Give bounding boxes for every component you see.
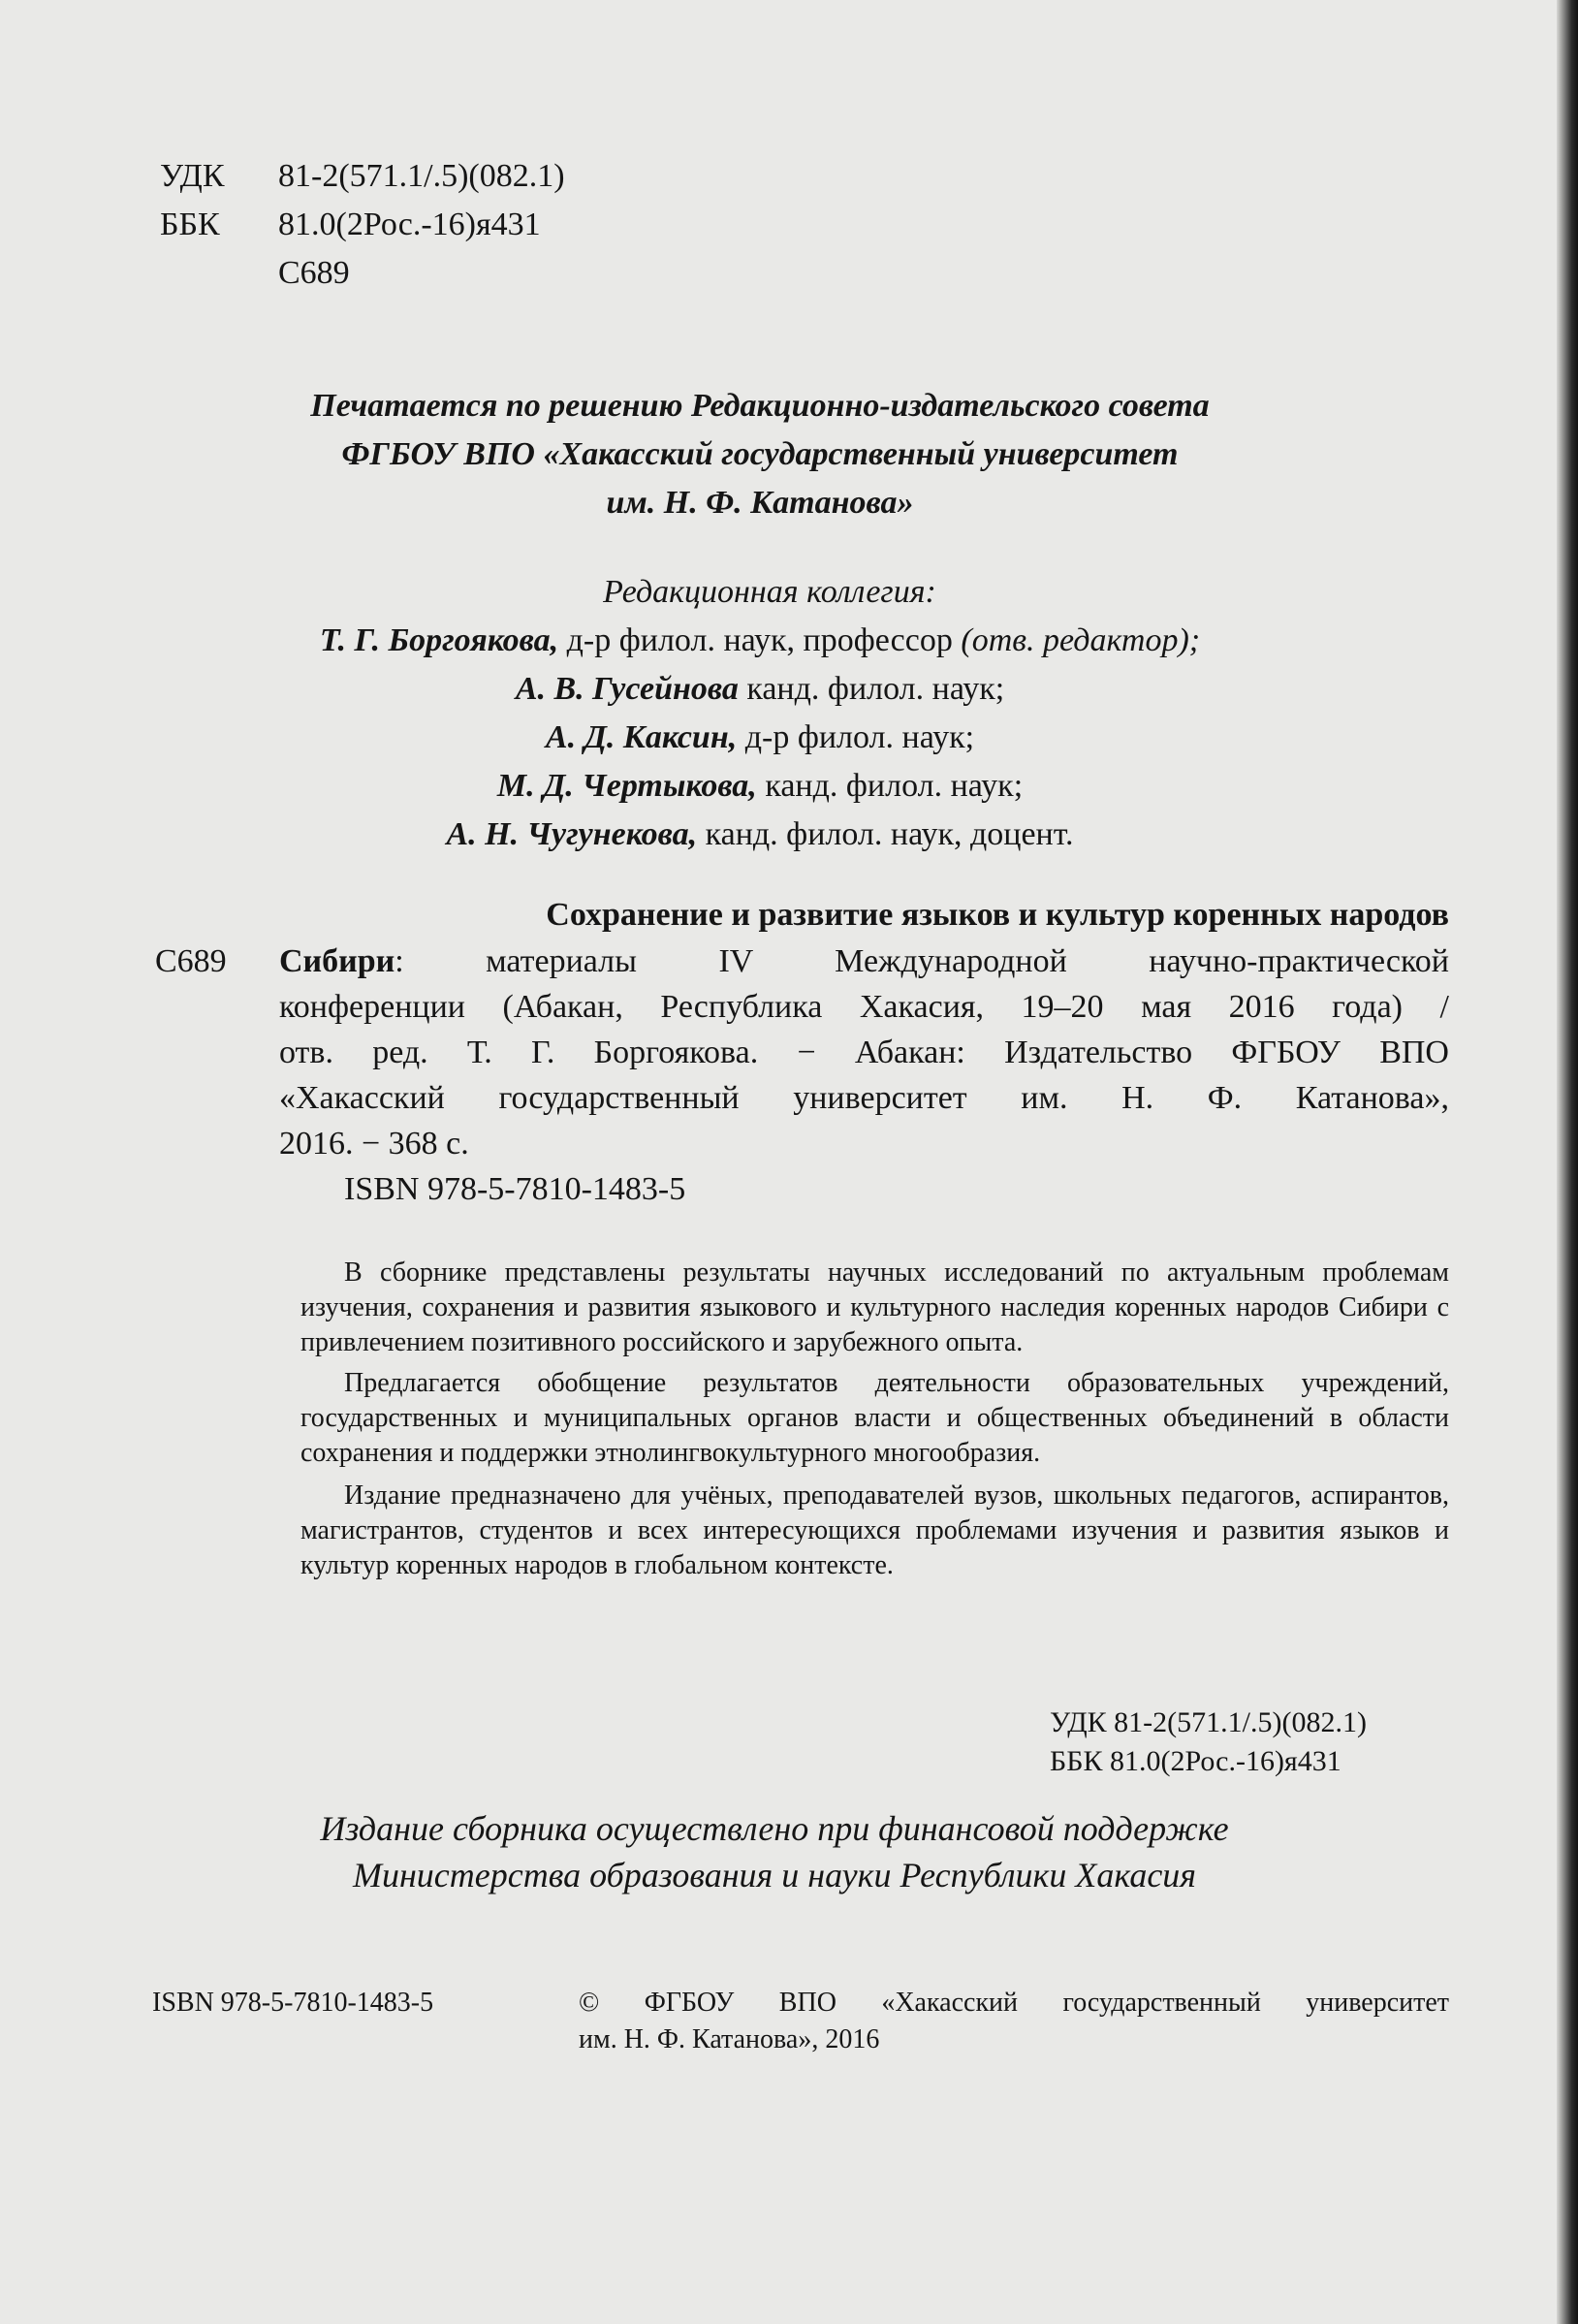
- page-edge-shadow: [1557, 0, 1578, 2324]
- editorial-member: [0, 768, 1549, 805]
- bibliography-line-4: отв. ред. Т. Г. Боргоякова. − Абакан: Издательство ФГБОУ ВПО: [279, 1035, 1449, 1070]
- member-details: д-р филол. наук, профессор: [558, 622, 962, 658]
- copyright-line-2: им. Н. Ф. Катанова», 2016: [579, 2024, 880, 2054]
- member-name: М. Д. Чертыкова,: [496, 768, 757, 804]
- title-rest: : материалы IV Международной научно-практической: [394, 943, 1449, 979]
- member-details: канд. филол. наук;: [738, 671, 1005, 707]
- member-details: д-р филол. наук;: [737, 719, 975, 755]
- bbk-bottom: ББК 81.0(2Рос.-16)я431: [1050, 1745, 1341, 1777]
- funding-line-1: Издание сборника осуществлено при финансовой поддержке: [320, 1809, 1229, 1848]
- udk-bottom: УДК 81-2(571.1/.5)(082.1): [1050, 1706, 1367, 1738]
- member-name: А. Н. Чугунекова,: [446, 816, 698, 852]
- annotation-paragraph: Издание предназначено для учёных, преподавателей вузов, школьных педагогов, аспирантов, магистрантов, студентов и всех интересующихся проблемами изучения и развития языков и культур коренных народов в глобальном контексте.: [300, 1480, 1449, 1580]
- bibliography-line-3: конференции (Абакан, Республика Хакасия, 19–20 мая 2016 года) /: [279, 989, 1449, 1025]
- editorial-member: [0, 816, 1549, 853]
- bibliography-line-5: «Хакасский государственный университет им. Н. Ф. Катанова»,: [279, 1080, 1449, 1116]
- author-mark: С689: [278, 255, 350, 291]
- member-name: Т. Г. Боргоякова,: [319, 622, 559, 658]
- publisher-decision-line-1: Печатается по решению Редакционно-издательского совета: [310, 388, 1210, 424]
- publisher-decision-line-3: им. Н. Ф. Катанова»: [606, 485, 914, 521]
- member-name: А. В. Гусейнова: [515, 671, 739, 707]
- bibliography-title-line-1: Сохранение и развитие языков и культур коренных народов: [546, 897, 1449, 933]
- bbk-label: ББК: [160, 207, 220, 242]
- bibliography-mark: С689: [155, 943, 227, 979]
- member-note: (отв. редактор);: [961, 622, 1201, 658]
- bibliography-line-6: 2016. − 368 с.: [279, 1126, 469, 1162]
- copyright-line-1: © ФГБОУ ВПО «Хакасский государственный университет: [579, 1988, 1449, 2018]
- bbk-value: 81.0(2Рос.-16)я431: [278, 207, 541, 242]
- title-bold-part: Сибири: [279, 943, 395, 979]
- publisher-decision-line-2: ФГБОУ ВПО «Хакасский государственный университет: [341, 436, 1179, 472]
- udk-value: 81-2(571.1/.5)(082.1): [278, 158, 565, 194]
- bibliography-isbn: ISBN 978-5-7810-1483-5: [344, 1171, 686, 1207]
- funding-line-2: Министерства образования и науки Республики Хакасия: [352, 1856, 1197, 1894]
- member-details: канд. филол. наук, доцент.: [697, 816, 1074, 852]
- editorial-member: [0, 622, 1549, 659]
- member-name: А. Д. Каксин,: [545, 719, 738, 755]
- editorial-member: [0, 719, 1549, 756]
- bibliography-title-line-2: [279, 943, 1449, 980]
- annotation-paragraph: Предлагается обобщение результатов деятельности образовательных учреждений, государственных и муниципальных органов власти и общественных объединений в области сохранения и поддержки этнолингвокультурного многообразия.: [300, 1368, 1449, 1468]
- annotation: [300, 1256, 1449, 1583]
- editorial-member: [0, 671, 1549, 708]
- udk-label: УДК: [160, 158, 225, 194]
- editorial-board-heading: Редакционная коллегия:: [603, 574, 936, 610]
- member-details: канд. филол. наук;: [756, 768, 1024, 804]
- footer-isbn: ISBN 978-5-7810-1483-5: [152, 1988, 434, 2018]
- annotation-paragraph: В сборнике представлены результаты научных исследований по актуальным проблемам изучения, сохранения и развития языкового и культурного наследия коренных народов Сибири с привлечением позитивного российского и зарубежного опыта.: [300, 1258, 1449, 1357]
